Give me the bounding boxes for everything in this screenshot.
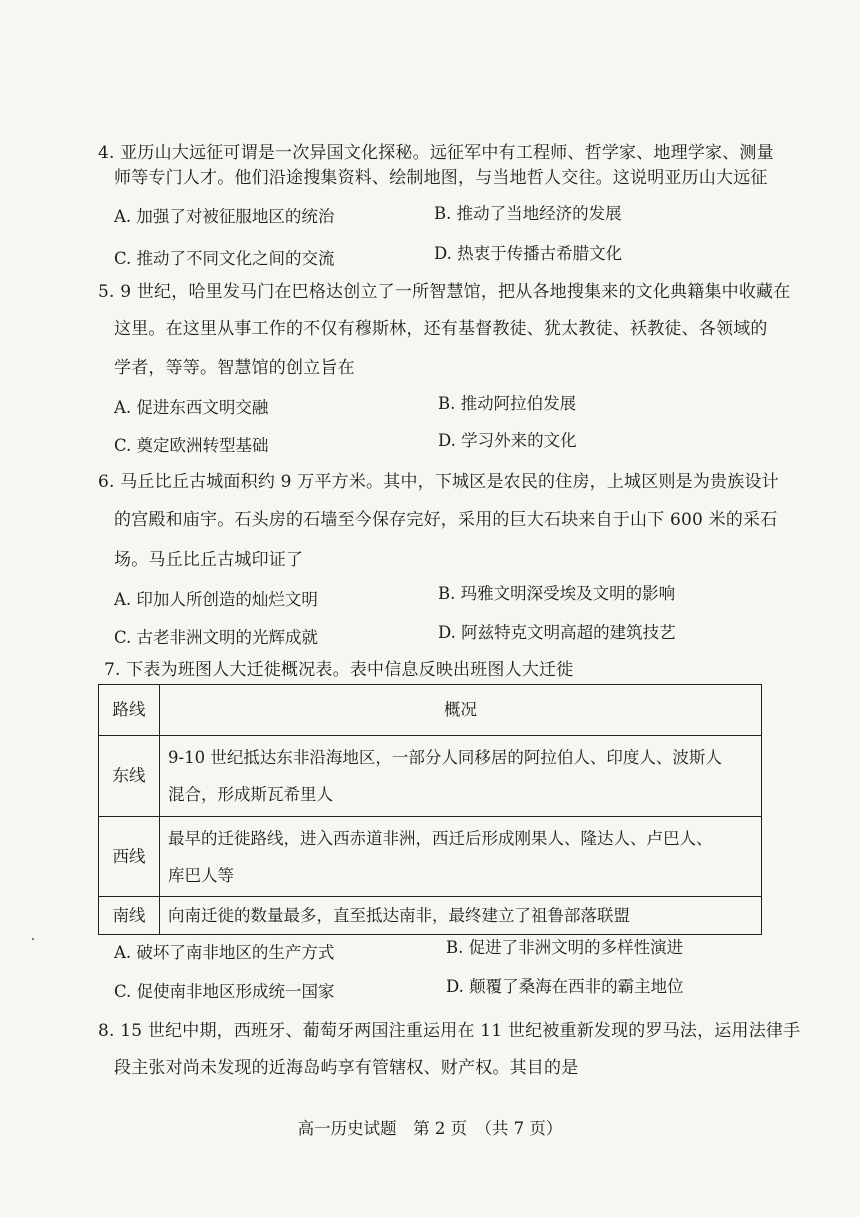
table-row: [99, 897, 762, 935]
q4-option-d: D. 热衷于传播古希腊文化: [434, 244, 623, 263]
q4-line-1: 4. 亚历山大远征可谓是一次异国文化探秘。远征军中有工程师、哲学家、地理学家、测量: [98, 143, 774, 163]
table-desc-cell: [160, 817, 762, 897]
q5-line-3: 学者，等等。智慧馆的创立旨在: [114, 358, 355, 378]
q6-line-2: 的宫殿和庙宇。石头房的石墙至今保存完好，采用的巨大石块来自于山下 600 米的采石: [114, 510, 778, 530]
q5-option-a: A. 促进东西文明交融: [114, 398, 269, 417]
q7-option-c: C. 促使南非地区形成统一国家: [114, 982, 335, 1001]
q7-line-1: 7. 下表为班图人大迁徙概况表。表中信息反映出班图人大迁徙: [104, 660, 574, 680]
q7-option-a: A. 破坏了南非地区的生产方式: [114, 943, 335, 962]
table-header-row: [99, 685, 762, 736]
table-route-cell: 西线: [99, 817, 160, 897]
table-desc-line: 最早的迁徙路线，进入西赤道非洲，西迁后形成刚果人、隆达人、卢巴人、: [168, 828, 713, 848]
q6-option-b: B. 玛雅文明深受埃及文明的影响: [438, 584, 676, 603]
q5-option-d: D. 学习外来的文化: [438, 431, 577, 450]
q5-line-1: 5. 9 世纪，哈里发马门在巴格达创立了一所智慧馆，把从各地搜集来的文化典籍集中收藏在: [98, 282, 791, 302]
table-header-route: 路线: [99, 685, 160, 736]
q5-option-b: B. 推动阿拉伯发展: [438, 394, 577, 413]
table-desc-line: 混合，形成斯瓦希里人: [168, 785, 333, 804]
q6-option-a: A. 印加人所创造的灿烂文明: [114, 590, 318, 609]
q6-line-1: 6. 马丘比丘古城面积约 9 万平方米。其中，下城区是农民的住房，上城区则是为贵族设计: [98, 472, 779, 492]
table-route-cell: 东线: [99, 736, 160, 817]
q5-line-2: 这里。在这里从事工作的不仅有穆斯林，还有基督教徒、犹太教徒、袄教徒、各领域的: [114, 319, 768, 339]
q4-line-2: 师等专门人才。他们沿途搜集资料、绘制地图，与当地哲人交往。这说明亚历山大远征: [114, 168, 768, 188]
q4-option-c: C. 推动了不同文化之间的交流: [114, 249, 335, 268]
q6-option-c: C. 古老非洲文明的光辉成就: [114, 628, 319, 647]
table-route-cell: 南线: [99, 897, 160, 935]
page-footer: 高一历史试题 第 2 页 （共 7 页）: [297, 1119, 563, 1138]
table-row: [99, 736, 762, 817]
q6-line-3: 场。马丘比丘古城印证了: [114, 550, 304, 570]
table-desc-cell: [160, 897, 762, 935]
q8-line-1: 8. 15 世纪中期，西班牙、葡萄牙两国注重运用在 11 世纪被重新发现的罗马法，运用法律手: [98, 1021, 801, 1041]
table-row: [99, 817, 762, 897]
migration-table: [98, 684, 762, 935]
table-desc-cell: [160, 736, 762, 817]
q4-option-b: B. 推动了当地经济的发展: [434, 204, 622, 223]
q7-option-b: B. 促进了非洲文明的多样性演进: [446, 938, 684, 957]
q6-option-d: D. 阿兹特克文明高超的建筑技艺: [438, 623, 676, 642]
table-desc-line: 向南迁徙的数量最多，直至抵达南非，最终建立了祖鲁部落联盟: [168, 906, 630, 925]
q5-option-c: C. 奠定欧洲转型基础: [114, 436, 269, 455]
table-desc-line: 库巴人等: [168, 865, 234, 885]
table-desc-line: 9-10 世纪抵达东非沿海地区，一部分人同移居的阿拉伯人、印度人、波斯人: [168, 748, 722, 767]
q4-option-a: A. 加强了对被征服地区的统治: [114, 207, 335, 226]
scan-speck: [32, 938, 34, 940]
q7-option-d: D. 颠覆了桑海在西非的霸主地位: [446, 977, 684, 996]
q8-line-2: 段主张对尚未发现的近海岛屿享有管辖权、财产权。其目的是: [114, 1058, 579, 1078]
table-header-summary: 概况: [160, 685, 762, 736]
